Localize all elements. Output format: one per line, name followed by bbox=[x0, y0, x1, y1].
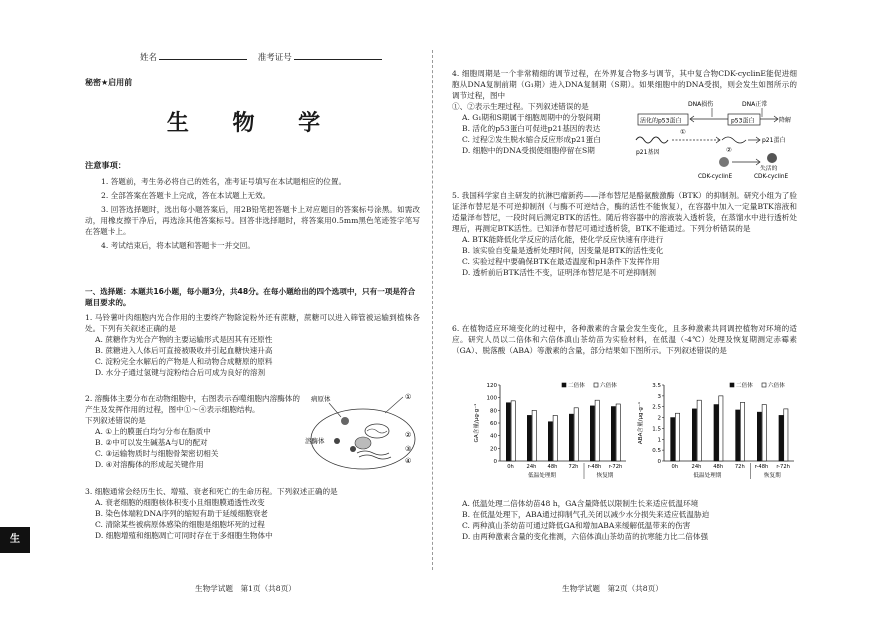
bar-hexaploid bbox=[697, 400, 701, 461]
option-b: B. 该实验自变量是透析处理时间，因变量是BTK的活性变化 bbox=[462, 246, 664, 255]
footer-right: 生物学试题 第2页（共8页） bbox=[562, 584, 663, 593]
y-tick-label: 1.5 bbox=[652, 426, 661, 433]
bar-hexaploid bbox=[574, 408, 578, 461]
question-1 bbox=[85, 312, 420, 378]
bar-diploid bbox=[757, 412, 761, 461]
fig-label-4: ④ bbox=[405, 457, 412, 465]
fig-label-1: ① bbox=[405, 393, 412, 401]
fig-label-step1: ① bbox=[680, 128, 686, 136]
fig-label-cdk: CDK-cyclinE bbox=[698, 174, 733, 180]
notice-list bbox=[85, 176, 420, 254]
bar-hexaploid bbox=[553, 415, 557, 461]
fig-label-degrade: 降解 bbox=[779, 117, 792, 124]
option-a: A. 低温处理二倍体幼苗48 h，GA含量降低以限制生长来适应低温环境 bbox=[462, 499, 699, 508]
legend-label: 二倍体 bbox=[568, 383, 585, 389]
option-a: A. G₁期和S期属于细胞周期中的分裂间期 bbox=[462, 113, 601, 122]
page-divider bbox=[432, 50, 433, 570]
candidate-info-row bbox=[140, 52, 390, 64]
question-2 bbox=[85, 393, 420, 470]
question-6 bbox=[452, 323, 797, 356]
option-b: B. 蔗糖进入人体后可直接被吸收并引起血糖快速升高 bbox=[95, 346, 273, 355]
y-tick-label: 80 bbox=[490, 408, 497, 415]
fig-label-p53: p53蛋白 bbox=[731, 117, 755, 125]
y-tick-label: 1 bbox=[657, 437, 661, 444]
option-c: C. 淀粉完全水解后的产物是人和动物合成糖原的原料 bbox=[95, 357, 273, 366]
legend-swatch bbox=[594, 383, 598, 387]
question-stem-tail: 下列叙述错误的是 bbox=[85, 416, 146, 425]
bar-hexaploid bbox=[762, 405, 766, 461]
subject-title: 生 物 学 bbox=[166, 110, 339, 136]
x-tick-label: r-48h bbox=[587, 464, 602, 470]
bar-hexaploid bbox=[595, 400, 599, 461]
fig-label-dna-normal: DNA正常 bbox=[742, 101, 768, 108]
option-a: A. BTK能降低化学反应的活化能，使化学反应快速有序进行 bbox=[462, 235, 664, 244]
question-3 bbox=[85, 486, 420, 541]
bar-diploid bbox=[506, 403, 510, 461]
left-page bbox=[85, 0, 420, 619]
cell-cycle-figure bbox=[632, 98, 797, 182]
bar-diploid bbox=[714, 405, 718, 461]
y-tick-label: 2 bbox=[657, 415, 661, 422]
fig-label-2: ② bbox=[405, 431, 412, 439]
option-b: B. ②中可以发生碱基A与U的配对 bbox=[95, 438, 208, 447]
y-tick-label: 0.5 bbox=[652, 448, 661, 455]
secret-mark: 秘密★启用前 bbox=[85, 78, 133, 87]
y-tick-label: 40 bbox=[490, 433, 497, 440]
option-c: C. ③运输物质时与细胞骨架密切相关 bbox=[95, 449, 219, 458]
option-c: C. 实验过程中要确保BTK在最适温度和pH条件下发挥作用 bbox=[462, 257, 660, 266]
bar-diploid bbox=[548, 422, 552, 461]
bar-diploid bbox=[736, 410, 740, 461]
option-d: D. 透析前后BTK活性不变，证明泽布替尼是不可逆抑制剂 bbox=[462, 268, 657, 277]
y-tick-label: 3 bbox=[657, 393, 661, 400]
legend-swatch bbox=[730, 383, 734, 387]
y-tick-label: 120 bbox=[486, 383, 497, 389]
section-title: 一、选择题：本题共16小题，每小题3分，共48分。在每小题给出的四个选项中，只有一项是符合题目要求的。 bbox=[85, 287, 416, 307]
question-5 bbox=[452, 190, 797, 278]
fig-label-p21-protein: p21蛋白 bbox=[762, 137, 786, 144]
lysosome-figure bbox=[307, 391, 419, 473]
question-stem: 5. 我国科学家自主研发的抗淋巴瘤新药——泽布替尼是酪氨酸激酶（BTK）的抑制剂。研究小组为了验证泽布替尼是不可逆抑制剂（与酶不可逆结合，酶的活性不能恢复），在容器中加入一定量BTK溶液和适量泽布替尼，一段时间后测定BTK的活性。随后将容器中的溶液装入透析袋，在蒸馏水中进行透析处理后，再测定BTK活性。已知泽布替尼可通过透析袋，BTK不能通过。下列分析错误的是 bbox=[452, 191, 797, 233]
y-tick-label: 0 bbox=[657, 459, 661, 465]
question-stem: 2. 溶酶体主要分布在动物细胞中，右图表示吞噬细胞内溶酶体的产生及发挥作用的过程，图中①～④表示细胞结构。 bbox=[85, 394, 300, 414]
notice-item: 2. 全部答案在答题卡上完成，答在本试题上无效。 bbox=[101, 191, 271, 200]
question-4 bbox=[452, 68, 797, 180]
group-label-cold: 低温处理期 bbox=[528, 473, 556, 479]
legend-label: 二倍体 bbox=[736, 383, 753, 389]
fig-label-pathogen: 病原体 bbox=[311, 395, 331, 403]
right-page bbox=[452, 0, 797, 619]
group-label-cold: 低温处理期 bbox=[693, 473, 722, 479]
question-stem: 4. 细胞周期是一个非常精细的调节过程，在外界复合物多与调节，其中复合物CDK-cyclinE能促进细胞从DNA复制前期（G₁期）进入DNA复制期（S期）。如果细胞中的DNA受损，则会发生如图所示的调节过程，图中 bbox=[452, 69, 797, 100]
fig-label-p53-active: 活化的p53蛋白 bbox=[640, 117, 682, 125]
x-tick-label: 0h bbox=[671, 464, 679, 470]
x-tick-label: 24h bbox=[526, 464, 537, 470]
option-a: A. 衰老细胞的细胞核体积变小且细胞膜通透性改变 bbox=[95, 498, 265, 507]
option-c: C. 两种滇山茶幼苗可通过降低GA和增加ABA来缓解低温带来的伤害 bbox=[462, 521, 691, 530]
fig-label-dna-damage: DNA损伤 bbox=[688, 101, 714, 108]
y-tick-label: 20 bbox=[490, 446, 497, 453]
x-tick-label: r-72h bbox=[776, 464, 790, 470]
x-tick-label: 0h bbox=[507, 464, 514, 470]
bar-diploid bbox=[692, 409, 696, 461]
bar-diploid bbox=[527, 415, 531, 461]
notice-item: 4. 考试结束后，将本试题和答题卡一并交回。 bbox=[101, 241, 255, 250]
option-d: D. ④对溶酶体的形成起关键作用 bbox=[95, 460, 204, 469]
name-blank[interactable] bbox=[159, 52, 247, 60]
notice-title: 注意事项： bbox=[85, 160, 126, 170]
bar-diploid bbox=[671, 418, 675, 461]
notice-item: 3. 回答选择题时，选出每小题答案后，用2B铅笔把答题卡上对应题目的答案标号涂黑。如需改动，用橡皮擦干净后，再选涂其他答案标号。回答非选择题时，将答案用0.5mm黑色笔迹签字笔写在答题卡上。 bbox=[85, 205, 420, 236]
option-a: A. 蔗糖作为光合产物的主要运输形式是因其有还原性 bbox=[95, 335, 273, 344]
bar-hexaploid bbox=[511, 401, 515, 461]
option-d: D. 细胞中的DNA受损使细胞停留在S期 bbox=[462, 146, 595, 155]
bar-hexaploid bbox=[784, 409, 788, 461]
fig-label-lysosome: 溶酶体 bbox=[305, 437, 325, 445]
exam-id-label: 准考证号 bbox=[257, 53, 292, 63]
fig-label-3: ③ bbox=[405, 445, 412, 453]
fig-label-step2: ② bbox=[726, 146, 732, 154]
y-tick-label: 100 bbox=[486, 395, 497, 402]
question-stem: 6. 在植物适应环境变化的过程中，各种激素的含量会发生变化，且多种激素共同调控植物对环境的适应。研究人员以二倍体和六倍体滇山茶幼苗为实验材料，在低温（-4℃）处理及恢复期测定赤霉素（GA）、脱落酸（ABA）等激素的含量，部分结果如下图所示。下列叙述错误的是 bbox=[452, 324, 797, 355]
legend-label: 六倍体 bbox=[600, 383, 617, 389]
option-b: B. 活化的p53蛋白可促进p21基因的表达 bbox=[462, 124, 601, 133]
fig-label-p21-gene: p21基因 bbox=[636, 149, 660, 156]
fig-label-cdk-inactive-2: CDK-cyclinE bbox=[754, 174, 789, 180]
name-label: 姓名 bbox=[140, 53, 158, 63]
question-stem: 1. 马铃薯叶肉细胞内光合作用的主要终产物除淀粉外还有蔗糖，蔗糖可以进入筛管被运输到植株各处。下列有关叙述正确的是 bbox=[85, 313, 420, 333]
option-b: B. 在低温处理下，ABA通过抑制气孔关闭以减少水分损失来适应低温胁迫 bbox=[462, 510, 710, 519]
y-tick-label: 60 bbox=[490, 421, 497, 427]
aba-chart bbox=[634, 377, 798, 495]
y-axis-label: GA含量/μg·g⁻¹ bbox=[474, 403, 480, 443]
bar-hexaploid bbox=[675, 413, 679, 461]
x-tick-label: 48h bbox=[713, 464, 724, 470]
bar-diploid bbox=[569, 414, 573, 461]
y-axis-label: ABA含量/μg·g⁻¹ bbox=[638, 401, 644, 445]
x-tick-label: 72h bbox=[568, 464, 579, 470]
fig-label-cdk-inactive: 失活的 bbox=[760, 166, 778, 172]
question-6-options bbox=[452, 498, 797, 542]
bar-hexaploid bbox=[616, 404, 620, 461]
option-d: D. 水分子通过氢键与淀粉结合后可成为良好的溶剂 bbox=[95, 368, 266, 377]
option-d: D. 细胞增殖和细胞凋亡可同时存在于多细胞生物体中 bbox=[95, 531, 273, 540]
question-stem: 3. 细胞通常会经历生长、增殖、衰老和死亡的生命历程。下列叙述正确的是 bbox=[85, 487, 338, 496]
x-tick-label: 48h bbox=[547, 464, 558, 470]
x-tick-label: r-72h bbox=[608, 464, 623, 470]
group-label-recovery: 恢复期 bbox=[763, 473, 781, 479]
option-c: C. 过程②发生脱水缩合反应形成p21蛋白 bbox=[462, 135, 601, 144]
bar-hexaploid bbox=[532, 410, 536, 461]
option-c: C. 清除某些被病原体感染的细胞是细胞坏死的过程 bbox=[95, 520, 265, 529]
y-tick-label: 2.5 bbox=[652, 404, 661, 411]
x-tick-label: 72h bbox=[734, 464, 745, 470]
x-tick-label: r-48h bbox=[754, 464, 769, 470]
bar-diploid bbox=[590, 406, 594, 461]
ga-chart bbox=[470, 377, 630, 495]
x-tick-label: 24h bbox=[691, 464, 702, 470]
question-stem-tail: ①、②表示生理过程。下列叙述错误的是 bbox=[452, 102, 589, 111]
y-tick-label: 0 bbox=[493, 459, 497, 465]
footer-left: 生物学试题 第1页（共8页） bbox=[195, 584, 296, 593]
bar-hexaploid bbox=[719, 396, 723, 461]
option-a: A. ①上的膜蛋白均匀分布在脂质中 bbox=[95, 427, 211, 436]
notice-item: 1. 答题前，考生务必将自己的姓名，准考证号填写在本试题相应的位置。 bbox=[101, 177, 347, 186]
bar-diploid bbox=[779, 415, 783, 461]
subject-side-tab: 生 bbox=[0, 527, 30, 553]
legend-swatch bbox=[562, 383, 566, 387]
legend-label: 六倍体 bbox=[768, 383, 785, 389]
bar-diploid bbox=[611, 407, 615, 461]
option-b: B. 染色体端粒DNA序列的缩短有助于延缓细胞衰老 bbox=[95, 509, 268, 518]
legend-swatch bbox=[762, 383, 766, 387]
option-d: D. 由两种激素含量的变化推测，六倍体滇山茶幼苗的抗寒能力比二倍体强 bbox=[462, 532, 709, 541]
exam-id-blank[interactable] bbox=[294, 52, 382, 60]
bar-hexaploid bbox=[740, 402, 744, 461]
y-tick-label: 3.5 bbox=[652, 383, 661, 389]
group-label-recovery: 恢复期 bbox=[596, 473, 614, 479]
